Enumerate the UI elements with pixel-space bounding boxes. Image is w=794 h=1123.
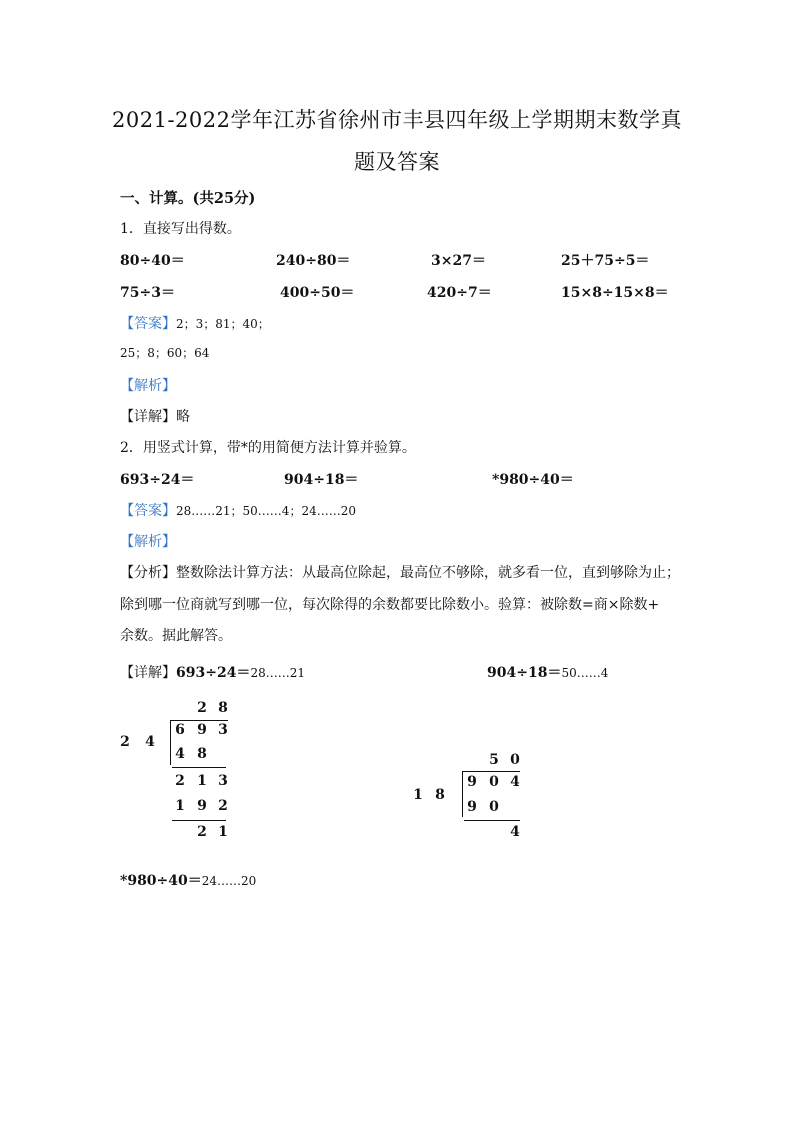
step-line [172,767,226,768]
q1-expr: 25＋75÷5＝ [561,253,650,269]
dividend-digit: 3 [218,722,228,738]
q2-expr: *980÷40＝ [492,472,574,488]
division-bar [170,720,228,721]
q1-detail [120,406,190,426]
detail-tag: 【详解】 [120,665,176,681]
q2-analysis-line1 [120,562,680,582]
step-digit: 1 [197,773,207,789]
q2-detail-2 [487,662,608,682]
document-title-line1: 2021-2022学年江苏省徐州市丰县四年级上学期期末数学真 [112,108,682,132]
step-digit: 0 [489,799,499,815]
section-heading: 一、计算。(共25分) [120,190,256,207]
quotient-digit: 8 [218,700,228,716]
q1-expr: 80÷40＝ [120,253,185,269]
step-digit: 1 [175,798,185,814]
dividend-digit: 9 [467,774,477,790]
remainder-digit: 4 [510,824,520,840]
step-line [172,820,226,821]
step-digit: 2 [175,773,185,789]
detail-expr: 693÷24＝ [176,665,251,681]
q1-expr: 420÷7＝ [427,285,492,301]
step-digit: 4 [175,746,185,762]
detail-result: 50……4 [561,666,609,680]
q2-expr: 904÷18＝ [284,472,359,488]
step-digit: 8 [197,746,207,762]
dividend-digit: 9 [197,722,207,738]
division-bar [462,771,520,772]
q2-detail-1 [120,662,305,682]
step-line [464,820,520,821]
answer-text: 2；3；81；40； [176,317,270,331]
q2-expr: 693÷24＝ [120,472,195,488]
q1-expr: 3×27＝ [431,253,486,269]
analysis-text: 整数除法计算方法：从最高位除起，最高位不够除，就多看一位，直到够除为止； [176,565,680,581]
quotient-digit: 5 [489,752,499,768]
q1-expr: 400÷50＝ [280,285,355,301]
detail-result: 24……20 [201,874,257,888]
q2-detail-3 [120,870,256,890]
step-digit: 2 [218,798,228,814]
remainder-digit: 2 [197,824,207,840]
document-title-line2: 题及答案 [354,150,440,174]
q1-expr: 15×8÷15×8＝ [561,285,669,301]
detail-expr: *980÷40＝ [120,873,202,889]
q1-expr: 240÷80＝ [276,253,351,269]
q2-analysis-line3: 余数。据此解答。 [120,628,232,644]
q2-analysis-line2: 除到哪一位商就写到哪一位，每次除得的余数都要比除数小。验算：被除数=商×除数+ [120,597,660,613]
dividend-digit: 0 [489,774,499,790]
dividend-digit: 4 [510,774,520,790]
division-bracket [170,720,171,765]
quotient-digit: 0 [510,752,520,768]
q1-prompt: 1．直接写出得数。 [120,221,241,237]
q2-prompt: 2．用竖式计算，带*的用简便方法计算并验算。 [120,440,416,456]
step-digit: 3 [218,773,228,789]
detail-expr: 904÷18＝ [487,665,562,681]
answer-text: 28……21；50……4；24……20 [176,504,356,518]
q1-expr: 75÷3＝ [120,285,175,301]
divisor-digit: 2 [120,734,130,750]
q1-analysis-tag: 【解析】 [120,378,176,394]
q2-analysis-tag: 【解析】 [120,534,176,550]
division-bracket [462,771,463,817]
step-digit: 9 [197,798,207,814]
q2-answer [120,500,356,520]
q1-answer-line2: 25；8；60；64 [120,346,210,360]
step-digit: 9 [467,799,477,815]
quotient-digit: 2 [197,700,207,716]
analysis-label: 【分析】 [120,565,176,581]
detail-result: 28……21 [250,666,305,680]
divisor-digit: 8 [435,787,445,803]
dividend-digit: 6 [175,722,185,738]
divisor-digit: 1 [413,787,423,803]
detail-text: 略 [176,409,190,425]
remainder-digit: 1 [218,824,228,840]
detail-tag: 【详解】 [120,409,176,425]
answer-tag: 【答案】 [120,503,176,519]
answer-tag: 【答案】 [120,316,176,332]
q1-answer [120,313,270,333]
divisor-digit: 4 [145,734,155,750]
